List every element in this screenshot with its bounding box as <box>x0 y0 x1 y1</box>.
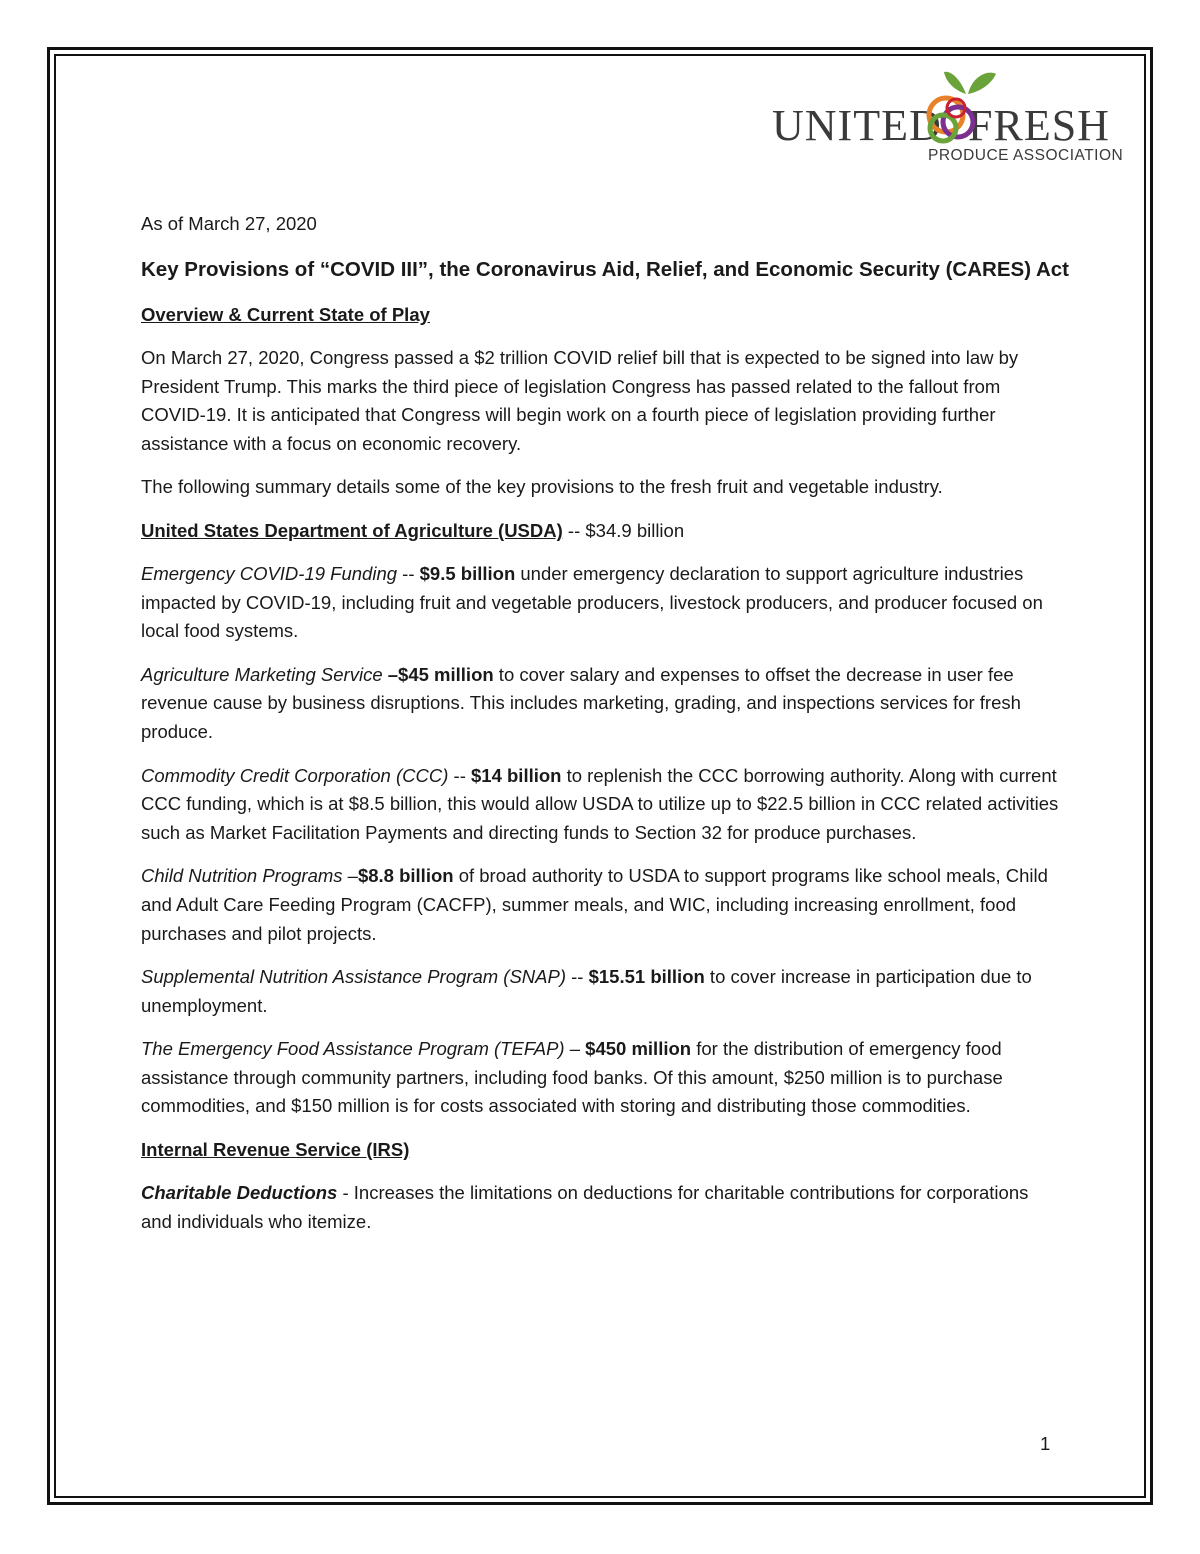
irs-item <box>141 1179 1061 1236</box>
united-fresh-logo <box>768 60 1130 170</box>
provision-item <box>141 661 1061 747</box>
provision-name: Agriculture Marketing Service <box>141 663 383 685</box>
provision-name: Child Nutrition Programs <box>141 865 343 887</box>
document-title: Key Provisions of “COVID III”, the Coronavirus Aid, Relief, and Economic Security (CARES) Act <box>141 258 1069 281</box>
usda-heading <box>141 517 1061 545</box>
provision-separator: -- <box>566 966 589 988</box>
irs-item-name: Charitable Deductions <box>141 1182 338 1204</box>
provision-text: of broad authority to USDA to support programs like school meals, Child and Adult Care Feeding Program (CACFP), summer meals, and WIC, including increasing enrollment, food purchases and pilot projects. <box>141 865 1048 944</box>
document-body <box>141 210 1069 1251</box>
usda-heading-total: -- $34.9 billion <box>562 519 685 541</box>
logo-wordmark-left: UNITED <box>772 101 942 150</box>
provision-text: to replenish the CCC borrowing authority. Along with current CCC funding, which is at $8.5 billion, this would allow USDA to utilize up to $22.5 billion in CCC related activities such as Market Facilitation Payments and directing funds to Section 32 for produce purchases. <box>141 764 1059 843</box>
provision-name: Supplemental Nutrition Assistance Program (SNAP) <box>141 966 566 988</box>
provision-item <box>141 560 1061 646</box>
provision-text: under emergency declaration to support agriculture industries impacted by COVID-19, including fruit and vegetable producers, livestock producers, and producer focused on local food systems. <box>141 562 1043 642</box>
irs-heading: Internal Revenue Service (IRS) <box>141 1139 410 1161</box>
provision-amount: $9.5 billion <box>419 562 516 584</box>
summary-intro-paragraph: The following summary details some of the key provisions to the fresh fruit and vegetable industry. <box>141 476 943 498</box>
provision-amount: –$45 million <box>387 663 494 685</box>
provision-amount: $14 billion <box>471 764 562 786</box>
provision-item <box>141 862 1061 948</box>
provision-amount: $8.8 billion <box>357 865 454 887</box>
provision-name: Commodity Credit Corporation (CCC) <box>141 764 449 786</box>
provision-name: Emergency COVID-19 Funding <box>141 562 398 584</box>
document-date: As of March 27, 2020 <box>141 213 317 234</box>
provision-name: The Emergency Food Assistance Program (TEFAP) <box>141 1038 565 1060</box>
provision-item <box>141 963 1061 1020</box>
provision-separator: -- <box>448 764 471 786</box>
provision-text: to cover salary and expenses to offset the decrease in user fee revenue cause by business disruptions. This includes marketing, grading, and inspections services for fresh produce. <box>141 663 1021 742</box>
page-number: 1 <box>1040 1433 1051 1454</box>
logo-wordmark-right: FRESH <box>968 101 1110 150</box>
provision-separator: – <box>564 1038 586 1060</box>
overview-heading: Overview & Current State of Play <box>141 304 430 325</box>
provision-text: for the distribution of emergency food assistance through community partners, including food banks. Of this amount, $250 million is to purchase commodities, and $150 million is for costs associated with storing and distributing those commodities. <box>141 1038 1003 1117</box>
provision-text: to cover increase in participation due to unemployment. <box>141 966 1032 1016</box>
provision-amount: $15.51 billion <box>588 966 705 988</box>
provision-amount: $450 million <box>585 1038 692 1060</box>
provision-separator: -- <box>397 562 420 584</box>
provision-separator: – <box>342 865 358 887</box>
logo-subtitle: PRODUCE ASSOCIATION <box>928 147 1124 164</box>
provision-item <box>141 1035 1061 1121</box>
overview-paragraph: On March 27, 2020, Congress passed a $2 trillion COVID relief bill that is expected to be signed into law by President Trump. This marks the third piece of legislation Congress has passed related to the fallout from COVID-19. It is anticipated that Congress will begin work on a fourth piece of legislation providing further assistance with a focus on economic recovery. <box>141 347 1019 454</box>
provision-item <box>141 762 1061 848</box>
usda-heading-label: United States Department of Agriculture (USDA) <box>141 519 563 541</box>
irs-item-text: - Increases the limitations on deductions for charitable contributions for corporations and individuals who itemize. <box>141 1182 1029 1232</box>
